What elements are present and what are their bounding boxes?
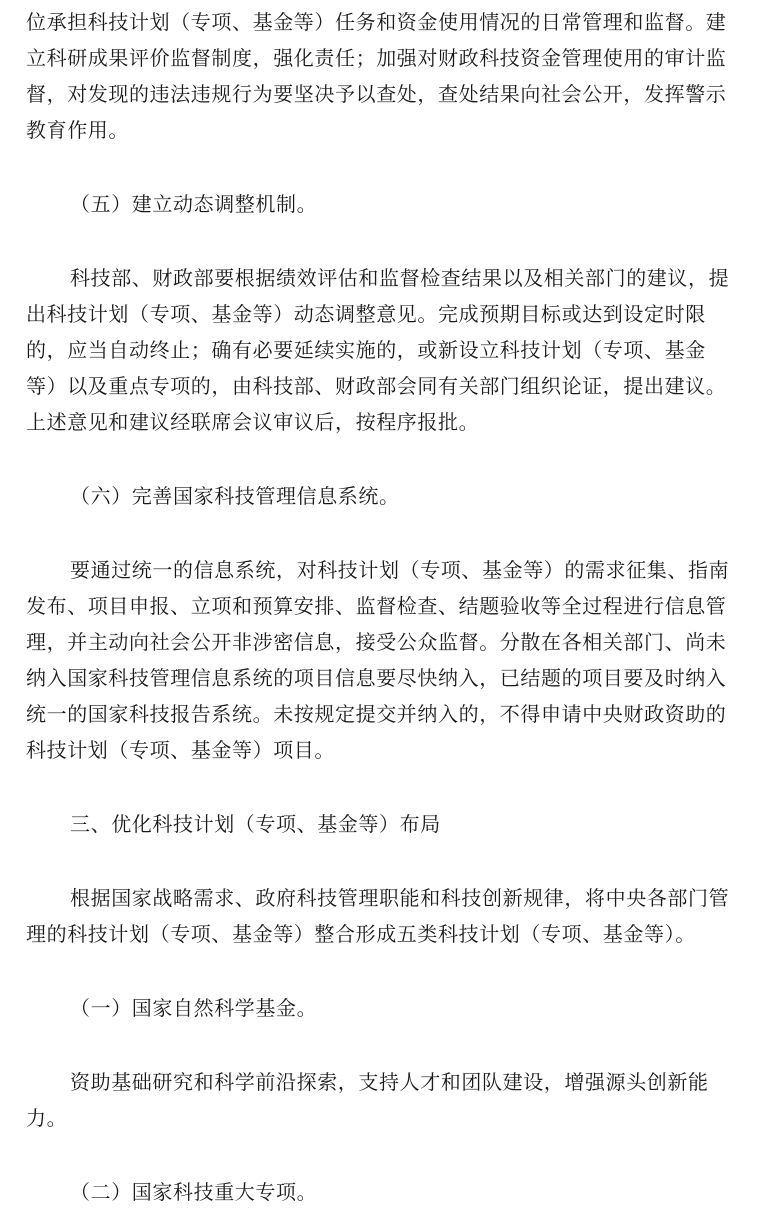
paragraph-line: 要通过统一的信息系统，对科技计划（专项、基金等）的需求征集、指南: [70, 558, 730, 582]
paragraph-line: 理，并主动向社会公开非涉密信息，接受公众监督。分散在各相关部门、尚未: [26, 630, 727, 654]
paragraph-line: 力。: [26, 1106, 68, 1130]
paragraph-line: 统一的国家科技报告系统。未按规定提交并纳入的，不得申请中央财政资助的: [26, 702, 727, 726]
paragraph-nsf: [26, 1064, 758, 1136]
paragraph-line: 出科技计划（专项、基金等）动态调整意见。完成预期目标或达到设定时限: [26, 302, 706, 326]
paragraph-line: 的，应当自动终止；确有必要延续实施的，或新设立科技计划（专项、基金: [26, 338, 706, 362]
paragraph-line: 发布、项目申报、立项和预算安排、监督检查、结题验收等全过程进行信息管: [26, 594, 727, 618]
paragraph-line: 科技部、财政部要根据绩效评估和监督检查结果以及相关部门的建议，提: [70, 266, 730, 290]
paragraph-line: 根据国家战略需求、政府科技管理职能和科技创新规律，将中央各部门管: [70, 886, 730, 910]
paragraph-dynamic-adjustment: [26, 260, 758, 440]
paragraph-line: 理的科技计划（专项、基金等）整合形成五类科技计划（专项、基金等）。: [26, 922, 696, 946]
section-heading-1: （一）国家自然科学基金。: [70, 996, 318, 1020]
paragraph-line: 资助基础研究和科学前沿探索，支持人才和团队建设，增强源头创新能: [70, 1070, 709, 1094]
paragraph-line: 位承担科技计划（专项、基金等）任务和资金使用情况的日常管理和监督。建: [26, 10, 727, 34]
paragraph-line: 立科研成果评价监督制度，强化责任；加强对财政科技资金管理使用的审计监: [26, 46, 727, 70]
section-heading-2: （二）国家科技重大专项。: [70, 1180, 318, 1204]
paragraph-layout-intro: [26, 880, 758, 952]
paragraph-line: 纳入国家科技管理信息系统的项目信息要尽快纳入，已结题的项目要及时纳入: [26, 666, 727, 690]
paragraph-oversight: [26, 0, 758, 148]
document-page: [26, 0, 758, 1210]
paragraph-info-system: [26, 552, 758, 768]
paragraph-line: 教育作用。: [26, 118, 129, 142]
paragraph-line: 上述意见和建议经联席会议审议后，按程序报批。: [26, 410, 480, 434]
paragraph-line: 等）以及重点专项的，由科技部、财政部会同有关部门组织论证，提出建议。: [26, 374, 727, 398]
paragraph-line: 科技计划（专项、基金等）项目。: [26, 738, 335, 762]
paragraph-line: 督，对发现的违法违规行为要坚决予以查处，查处结果向社会公开，发挥警示: [26, 82, 727, 106]
chapter-heading-3: 三、优化科技计划（专项、基金等）布局: [70, 812, 441, 836]
section-heading-5: （五）建立动态调整机制。: [70, 192, 318, 216]
section-heading-6: （六）完善国家科技管理信息系统。: [70, 484, 400, 508]
